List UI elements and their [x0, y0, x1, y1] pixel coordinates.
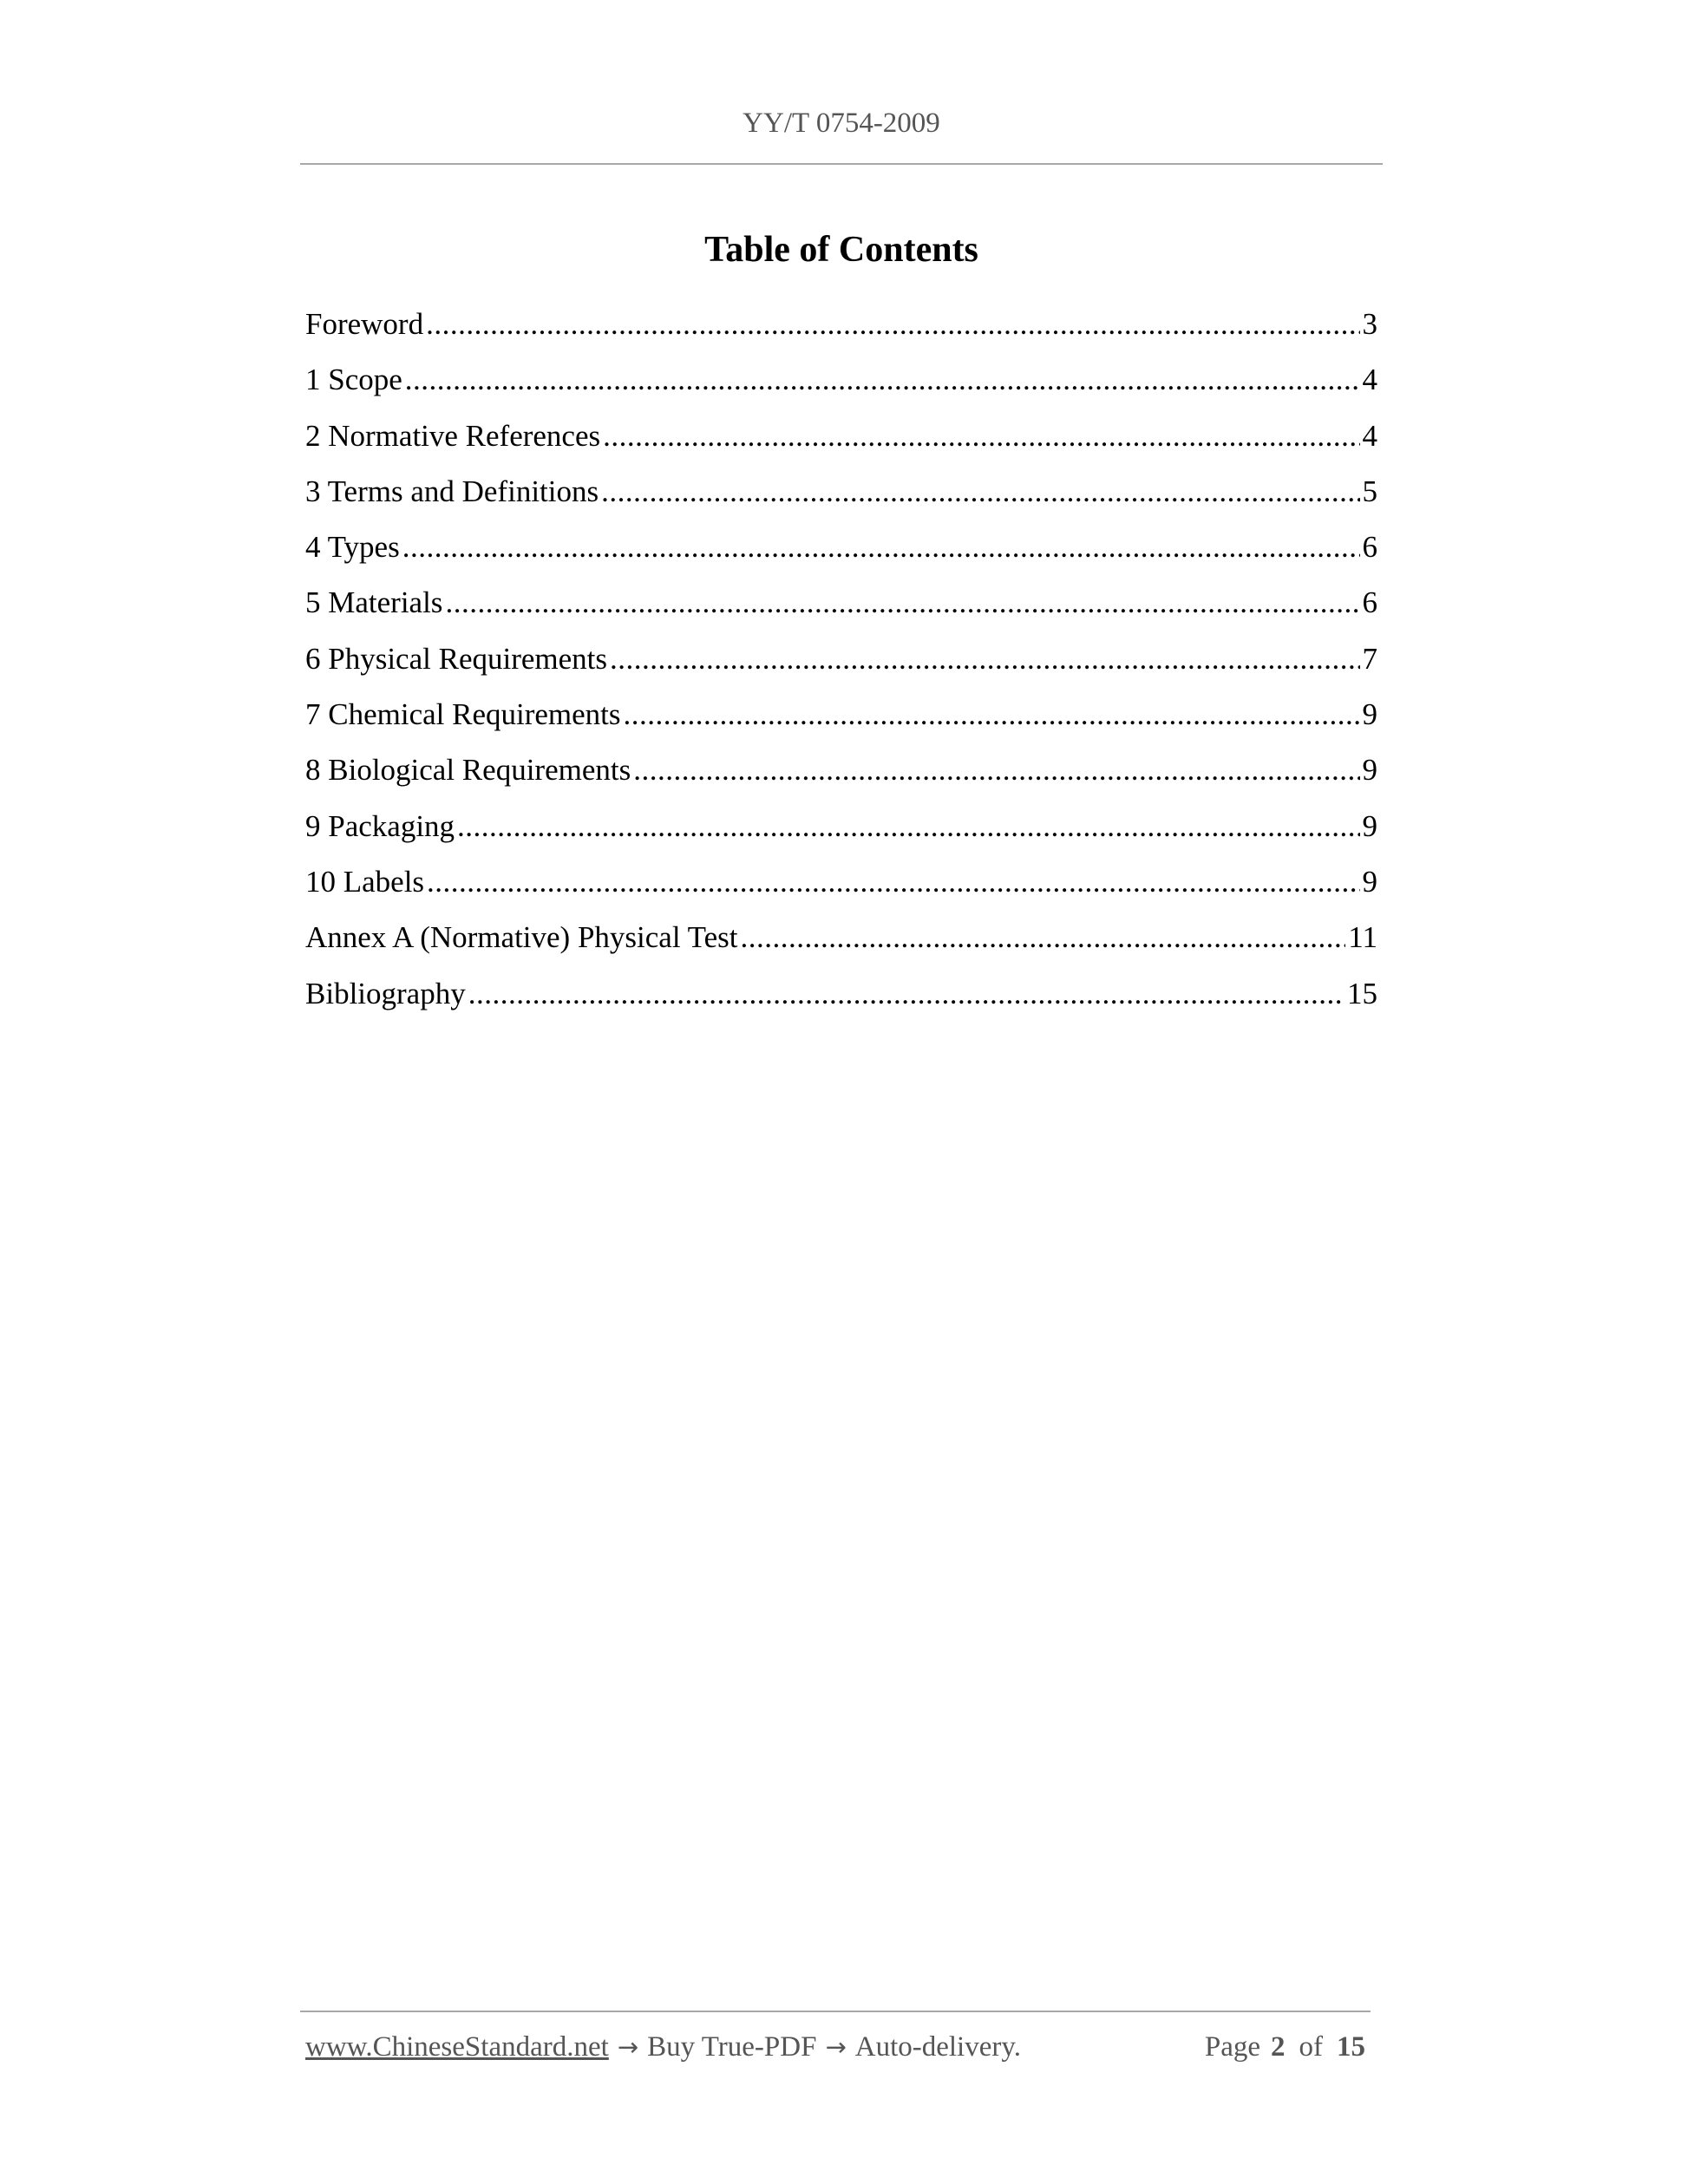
page-indicator: [1205, 2031, 1365, 2063]
toc-dot-leader: [741, 920, 1346, 955]
of-label: of: [1299, 2031, 1323, 2063]
toc-entry-page: 15: [1347, 976, 1377, 1010]
toc-entry-types[interactable]: [305, 530, 1377, 585]
toc-dot-leader: [445, 585, 1359, 620]
toc-title: Table of Contents: [704, 230, 978, 270]
toc-entry-page: 5: [1362, 474, 1377, 508]
buy-true-pdf-text: Buy True-PDF: [647, 2031, 817, 2063]
toc-entry-label: 10 Labels: [305, 864, 425, 899]
toc-entry-page: 9: [1362, 808, 1377, 843]
toc-dot-leader: [426, 307, 1359, 342]
auto-delivery-text: Auto-delivery.: [854, 2031, 1021, 2063]
toc-dot-leader: [624, 697, 1360, 732]
toc-entry-label: 3 Terms and Definitions: [305, 474, 599, 508]
table-of-contents: [305, 307, 1377, 1032]
toc-entry-label: 8 Biological Requirements: [305, 753, 631, 788]
toc-entry-chemical-requirements[interactable]: [305, 697, 1377, 753]
toc-entry-packaging[interactable]: [305, 809, 1377, 865]
toc-entry-label: Foreword: [305, 307, 424, 341]
toc-dot-leader: [603, 419, 1359, 454]
toc-entry-annex-a[interactable]: [305, 920, 1377, 976]
current-page-number: 2: [1271, 2031, 1286, 2063]
toc-dot-leader: [633, 753, 1359, 788]
toc-entry-labels[interactable]: [305, 865, 1377, 920]
toc-entry-page: 6: [1362, 585, 1377, 620]
toc-dot-leader: [402, 530, 1360, 565]
toc-dot-leader: [610, 642, 1359, 677]
toc-entry-page: 9: [1362, 753, 1377, 788]
toc-dot-leader: [457, 809, 1359, 844]
toc-entry-physical-requirements[interactable]: [305, 642, 1377, 697]
toc-entry-label: 6 Physical Requirements: [305, 641, 608, 676]
toc-entry-label: 9 Packaging: [305, 808, 455, 843]
toc-entry-label: 4 Types: [305, 530, 400, 565]
toc-entry-biological-requirements[interactable]: [305, 753, 1377, 808]
toc-entry-scope[interactable]: [305, 363, 1377, 418]
toc-entry-label: 1 Scope: [305, 363, 402, 397]
toc-entry-label: 7 Chemical Requirements: [305, 697, 621, 732]
header-divider: [300, 163, 1383, 165]
toc-entry-label: Annex A (Normative) Physical Test: [305, 920, 738, 955]
toc-entry-page: 4: [1362, 418, 1377, 453]
toc-dot-leader: [405, 363, 1360, 397]
toc-dot-leader: [601, 474, 1359, 509]
toc-entry-terms-and-definitions[interactable]: [305, 474, 1377, 530]
page-label: Page: [1204, 2031, 1260, 2063]
toc-entry-page: 9: [1362, 697, 1377, 732]
right-arrow-icon: →: [825, 2032, 847, 2062]
right-arrow-icon: →: [617, 2032, 639, 2062]
document-header-id: YY/T 0754-2009: [743, 108, 940, 139]
toc-entry-page: 9: [1362, 864, 1377, 899]
toc-entry-foreword[interactable]: [305, 307, 1377, 363]
page-footer: [305, 2031, 1365, 2063]
footer-promo: [305, 2031, 1021, 2063]
toc-entry-page: 6: [1362, 530, 1377, 565]
toc-entry-bibliography[interactable]: [305, 977, 1377, 1032]
total-pages-number: 15: [1337, 2031, 1365, 2063]
toc-dot-leader: [468, 977, 1345, 1011]
toc-entry-label: 2 Normative References: [305, 418, 601, 453]
toc-entry-page: 4: [1362, 363, 1377, 397]
toc-entry-page: 7: [1362, 641, 1377, 676]
toc-entry-label: 5 Materials: [305, 585, 443, 620]
toc-entry-materials[interactable]: [305, 585, 1377, 641]
footer-divider: [300, 2011, 1371, 2012]
website-link[interactable]: www.ChineseStandard.net: [305, 2031, 609, 2063]
toc-entry-normative-references[interactable]: [305, 419, 1377, 474]
toc-entry-label: Bibliography: [305, 976, 466, 1010]
toc-entry-page: 3: [1362, 307, 1377, 341]
toc-dot-leader: [427, 865, 1359, 899]
toc-entry-page: 11: [1348, 920, 1377, 955]
